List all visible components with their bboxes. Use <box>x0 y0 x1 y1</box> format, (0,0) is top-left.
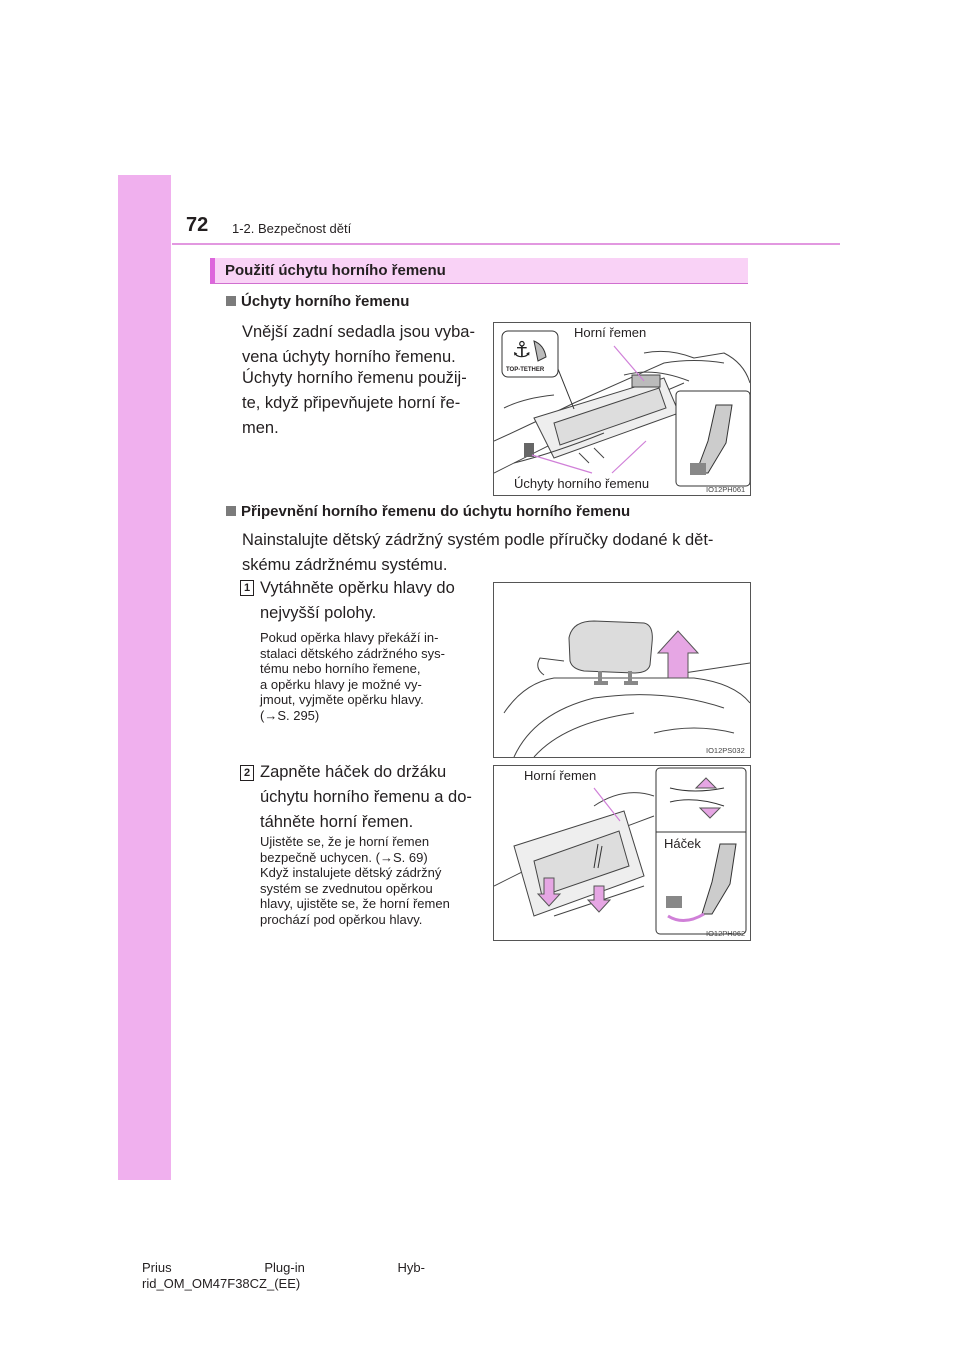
text-line: a opěrku hlavy je možné vy- <box>260 676 422 692</box>
text-line: úchytu horního řemenu a do- <box>260 788 472 806</box>
topic-title-box <box>210 258 748 284</box>
svg-text:⚓: ⚓ <box>512 338 532 363</box>
heading-attach-strap <box>226 503 630 520</box>
text-line: Nainstalujte dětský zádržný systém podle příručky dodané k dět- <box>242 531 714 549</box>
section-title: 1-2. Bezpečnost dětí <box>232 221 352 236</box>
step2-note2 <box>260 865 476 927</box>
figure-code: IO12PH062 <box>706 929 746 938</box>
step-number-1: 1 <box>240 580 254 596</box>
heading-text: Připevnění horního řemenu do úchytu horního řemenu <box>241 503 631 520</box>
label-hook: Háček <box>664 836 701 851</box>
bullet-square-icon <box>226 296 236 306</box>
top-tether-badge: TOP-TETHER <box>506 367 545 373</box>
seat-illustration <box>494 323 750 495</box>
text-line: stalaci dětského zádržného sys- <box>260 645 445 661</box>
heading-text: Úchyty horního řemenu <box>241 293 410 310</box>
step1-text <box>260 576 476 626</box>
topic-title: Použití úchytu horního řemenu <box>225 262 446 279</box>
figure-attach-hook <box>493 765 751 941</box>
figure-code: IO12PS032 <box>706 746 745 755</box>
footer-line2: rid_OM_OM47F38CZ_(EE) <box>142 1276 301 1291</box>
sec1-para2 <box>242 366 476 441</box>
label-top-tether-strap: Horní řemen <box>574 325 647 340</box>
text-line: (→S. 295) <box>260 707 320 723</box>
text-line: systém se zvednutou opěrkou <box>260 880 433 896</box>
figure-headrest <box>493 582 751 758</box>
text-line: táhněte horní řemen. <box>260 813 414 831</box>
figure-tether-anchors <box>493 322 751 496</box>
sec1-para1 <box>242 320 476 370</box>
text-line: tému nebo horního řemene, <box>260 661 421 676</box>
footer-line1 <box>142 1260 425 1275</box>
footer-model: Prius <box>142 1260 172 1275</box>
headrest-illustration <box>494 583 750 757</box>
step1-note <box>260 630 476 723</box>
text-line: prochází pod opěrkou hlavy. <box>260 911 423 927</box>
text-line: bezpečně uchycen. (→S. 69) <box>260 849 428 865</box>
step2-note1 <box>260 834 476 865</box>
header-rule <box>172 243 840 245</box>
footer-type: Hyb- <box>397 1260 425 1275</box>
chapter-sidebar <box>118 175 171 1180</box>
text-line: nejvyšší polohy. <box>260 604 377 622</box>
sec2-para <box>242 528 748 578</box>
step-number-2: 2 <box>240 765 254 781</box>
step2-text <box>260 760 476 835</box>
text-line: jmout, vyjměte opěrku hlavy. <box>260 692 424 707</box>
text-line: Zapněte háček do držáku <box>260 763 447 781</box>
text-line: Vnější zadní sedadla jsou vyba- <box>242 323 475 341</box>
text-line: Pokud opěrka hlavy překáží in- <box>260 630 439 645</box>
label-tether-anchors: Úchyty horního řemenu <box>514 476 650 491</box>
text-line: Ujistěte se, že je horní řemen <box>260 834 430 849</box>
footer-variant: Plug-in <box>264 1260 305 1275</box>
text-line: te, když připevňujete horní ře- <box>242 394 461 412</box>
text-line: men. <box>242 419 279 437</box>
page-number: 72 <box>186 214 209 236</box>
text-line: skému zádržnému systému. <box>242 556 448 574</box>
text-line: Úchyty horního řemenu použij- <box>242 369 467 387</box>
heading-tether-anchors <box>226 293 409 310</box>
text-line: vena úchyty horního řemenu. <box>242 348 456 366</box>
text-line: Vytáhněte opěrku hlavy do <box>260 579 455 597</box>
hook-illustration <box>494 766 750 940</box>
figure-code: IO12PH061 <box>706 485 746 494</box>
bullet-square-icon <box>226 506 236 516</box>
text-line: hlavy, ujistěte se, že horní řemen <box>260 896 450 911</box>
text-line: Když instalujete dětský zádržný <box>260 865 442 880</box>
label-top-tether-strap: Horní řemen <box>524 768 597 783</box>
